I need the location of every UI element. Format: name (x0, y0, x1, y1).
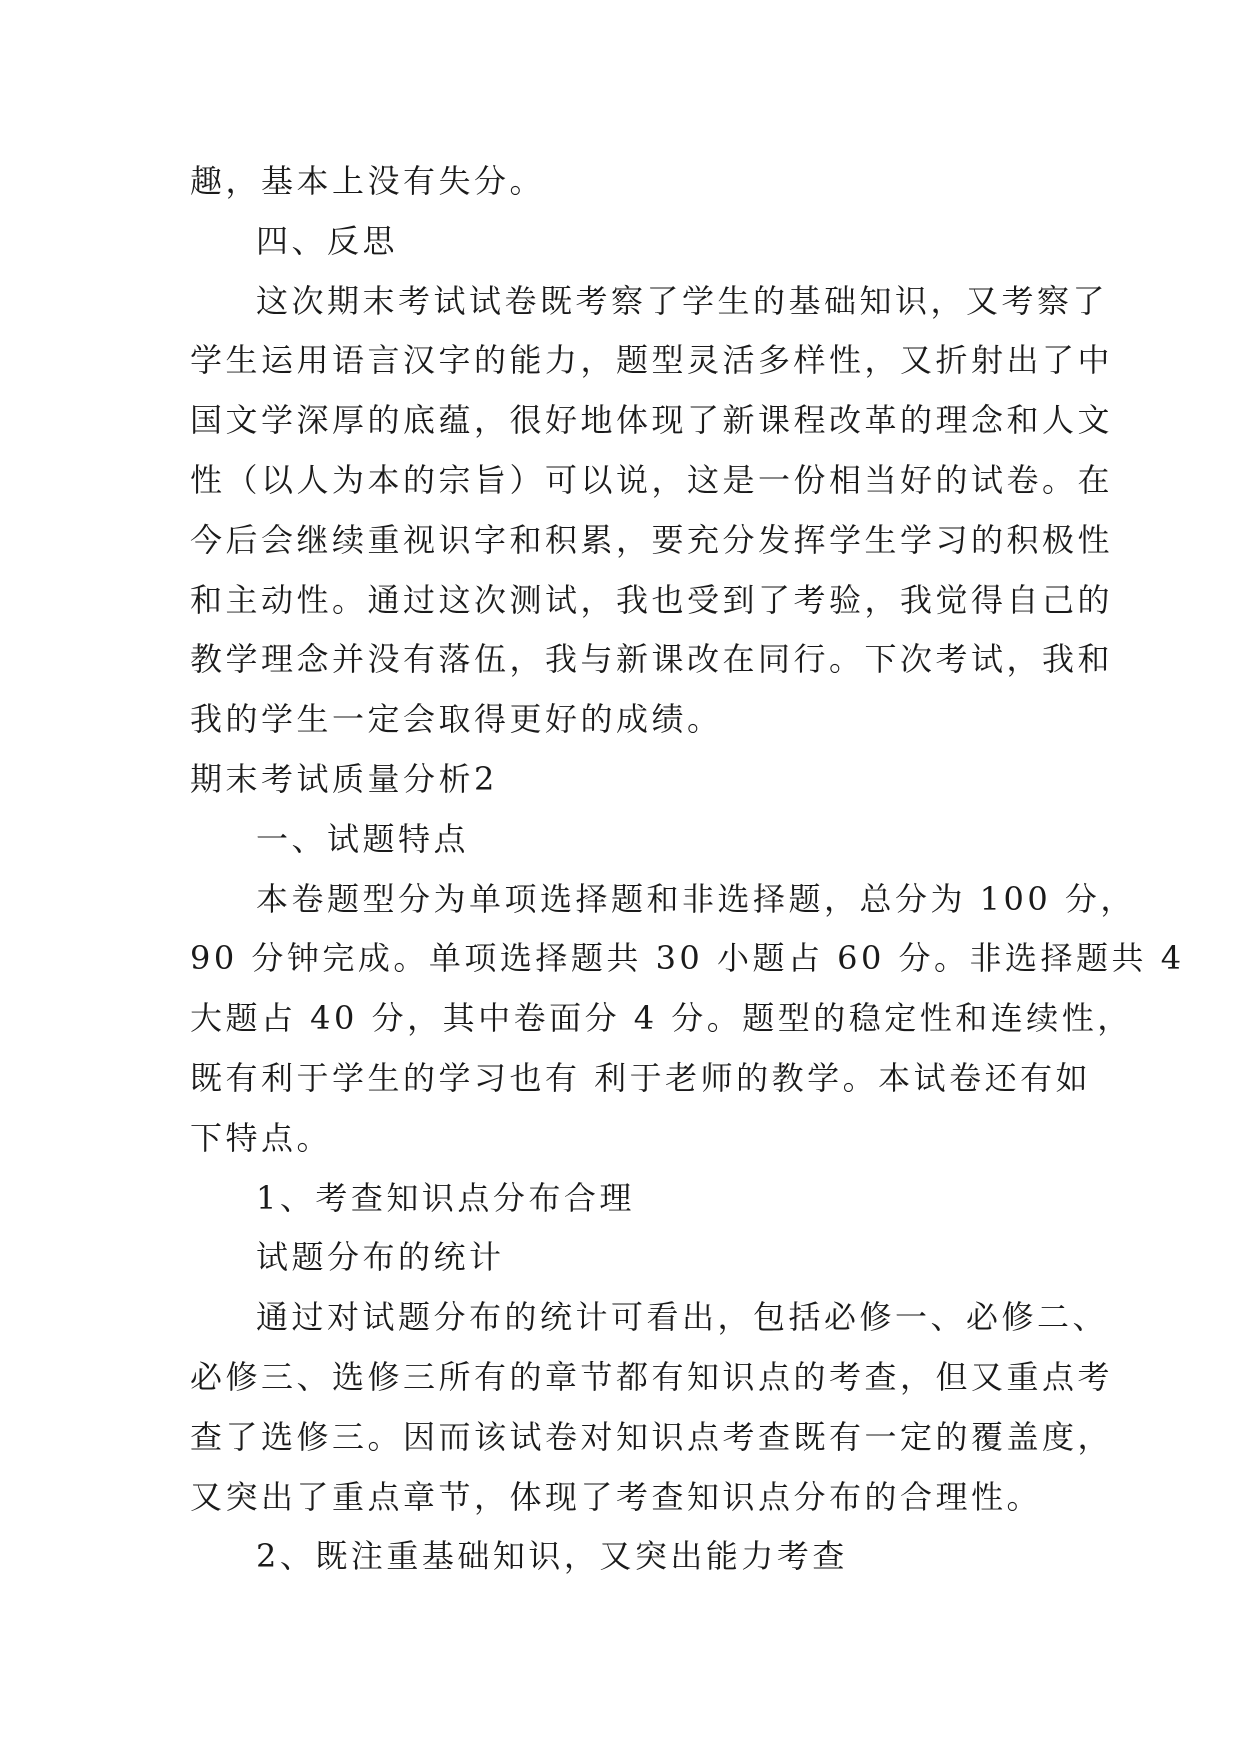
paragraph-line: 今后会继续重视识字和积累，要充分发挥学生学习的积极性 (190, 520, 1114, 559)
paragraph-line: 大题占 40 分，其中卷面分 4 分。题型的稳定性和连续性， (190, 999, 1133, 1038)
paragraph-line: 又突出了重点章节，体现了考查知识点分布的合理性。 (190, 1477, 1043, 1516)
paragraph-line: 教学理念并没有落伍，我与新课改在同行。下次考试，我和 (190, 640, 1114, 679)
paragraph-line: 通过对试题分布的统计可看出，包括必修一、必修二、 (256, 1298, 1109, 1337)
subsection-heading-1: 1、考查知识点分布合理 (256, 1178, 635, 1217)
paragraph-line: 下特点。 (190, 1118, 333, 1157)
section-heading-features: 一、试题特点 (256, 819, 470, 858)
subsection-subheading: 试题分布的统计 (256, 1238, 505, 1277)
subsection-heading-2: 2、既注重基础知识，又突出能力考查 (256, 1537, 848, 1576)
paragraph-line: 我的学生一定会取得更好的成绩。 (190, 700, 723, 739)
paragraph-line: 90 分钟完成。单项选择题共 30 小题占 60 分。非选择题共 4 (190, 939, 1185, 978)
paragraph-line: 国文学深厚的底蕴，很好地体现了新课程改革的理念和人文 (190, 401, 1114, 440)
section-heading-reflection: 四、反思 (256, 221, 399, 260)
document-body (190, 152, 1185, 1587)
paragraph-line: 和主动性。通过这次测试，我也受到了考验，我觉得自己的 (190, 580, 1114, 619)
paragraph-line: 这次期末考试试卷既考察了学生的基础知识，又考察了 (256, 281, 1109, 320)
document-title: 期末考试质量分析2 (190, 759, 498, 798)
paragraph-line: 性（以人为本的宗旨）可以说，这是一份相当好的试卷。在 (190, 460, 1114, 499)
paragraph-line: 本卷题型分为单项选择题和非选择题，总分为 100 分， (256, 879, 1136, 918)
paragraph-line: 既有利于学生的学习也有 利于老师的教学。本试卷还有如 (190, 1058, 1092, 1097)
paragraph-line: 趣，基本上没有失分。 (190, 162, 546, 200)
paragraph-line: 必修三、选修三所有的章节都有知识点的考查，但又重点考 (190, 1357, 1114, 1396)
paragraph-line: 学生运用语言汉字的能力，题型灵活多样性，又折射出了中 (190, 341, 1114, 380)
paragraph-line: 查了选修三。因而该试卷对知识点考查既有一定的覆盖度， (190, 1417, 1114, 1456)
